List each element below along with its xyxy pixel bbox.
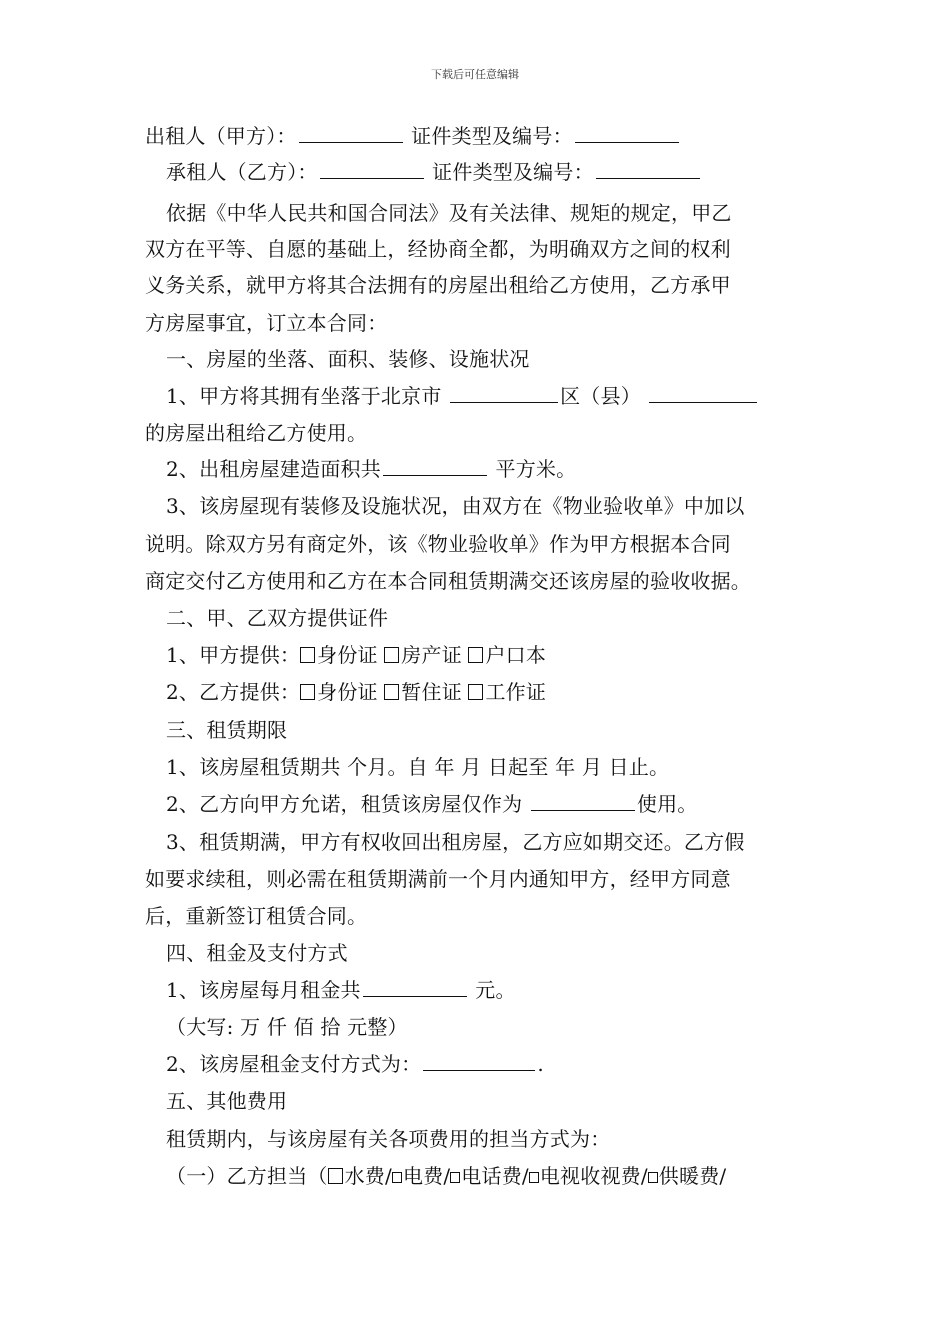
id-card-label: 身份证 (317, 643, 385, 667)
hukou-label: 户口本 (485, 643, 547, 667)
residence-permit-checkbox[interactable] (384, 684, 399, 700)
section-4-heading: 四、租金及支付方式 (166, 941, 348, 965)
section-3-heading: 三、租赁期限 (166, 718, 288, 742)
payment-method-label: 2、该房屋租金支付方式为： (166, 1052, 422, 1076)
page-header: 下载后可任意编辑 (431, 68, 519, 81)
usage-suffix: 使用。 (636, 792, 698, 816)
electricity-fee-label: 电费/ (402, 1164, 451, 1188)
heating-fee-label: 供暖费/ (658, 1164, 727, 1188)
rent-blank[interactable] (363, 978, 467, 997)
preamble-line-3: 义务关系，就甲方将其合法拥有的房屋出租给乙方使用，乙方承甲 (145, 273, 731, 297)
district-blank[interactable] (450, 384, 558, 403)
lessor-id-blank[interactable] (575, 124, 679, 143)
clause-3-3-line-2: 如要求续租，则必需在租赁期满前一个月内通知甲方，经甲方同意 (145, 867, 731, 891)
section-2-heading: 二、甲、乙双方提供证件 (166, 606, 389, 630)
address-blank[interactable] (649, 384, 757, 403)
preamble-line-1: 依据《中华人民共和国合同法》及有关法律、规矩的规定，甲乙 (166, 201, 732, 225)
area-blank[interactable] (383, 457, 487, 476)
lessor-name-blank[interactable] (299, 124, 403, 143)
rent-line (166, 978, 950, 1002)
work-permit-checkbox[interactable] (468, 684, 483, 700)
work-permit-label: 工作证 (485, 680, 547, 704)
lessor-id-label: 证件类型及编号： (404, 124, 573, 148)
clause-1-3-line-1: 3、该房屋现有装修及设施状况，由双方在《物业验收单》中加以 (166, 494, 745, 518)
section-5-heading: 五、其他费用 (166, 1089, 288, 1113)
lessee-id-label: 证件类型及编号： (425, 160, 594, 184)
water-fee-checkbox[interactable] (328, 1168, 343, 1184)
lessor-documents-label: 1、甲方提供： (166, 643, 301, 667)
district-label: 区（县） (560, 384, 648, 408)
clause-3-3-line-1: 3、租赁期满，甲方有权收回出租房屋，乙方应如期交还。乙方假 (166, 830, 745, 854)
section-1-heading: 一、房屋的坐落、面积、装修、设施状况 (166, 347, 530, 371)
water-fee-label: 水费/ (344, 1164, 392, 1188)
phone-fee-checkbox[interactable] (450, 1172, 460, 1183)
lessee-label: 承租人（乙方）： (166, 160, 318, 184)
area-label: 2、出租房屋建造面积共 (166, 457, 381, 481)
phone-fee-label: 电话费/ (461, 1164, 529, 1188)
tv-fee-checkbox[interactable] (529, 1172, 539, 1183)
usage-line (166, 792, 950, 816)
hukou-checkbox[interactable] (468, 647, 483, 663)
clause-3-3-line-3: 后，重新签订租赁合同。 (145, 904, 368, 928)
tv-fee-label: 电视收视费/ (539, 1164, 648, 1188)
lessee-name-blank[interactable] (320, 160, 424, 179)
location-label: 1、甲方将其拥有坐落于北京市 (166, 384, 449, 408)
payment-method-line (166, 1052, 950, 1076)
rent-label: 1、该房屋每月租金共 (166, 978, 361, 1002)
residence-permit-label: 暂住证 (401, 680, 469, 704)
heating-fee-checkbox[interactable] (648, 1172, 658, 1183)
lessee-fees-line (166, 1164, 950, 1188)
preamble-line-2: 双方在平等、自愿的基础上，经协商全都，为明确双方之间的权利 (145, 237, 731, 261)
lessee-documents-line (166, 680, 950, 704)
lessee-id-card-checkbox[interactable] (300, 684, 315, 700)
usage-blank[interactable] (531, 792, 635, 811)
lessee-id-card-label: 身份证 (317, 680, 385, 704)
usage-label: 2、乙方向甲方允诺，租赁该房屋仅作为 (166, 792, 529, 816)
payment-method-blank[interactable] (423, 1052, 535, 1071)
lessor-label: 出租人（甲方）： (145, 124, 297, 148)
lessee-documents-label: 2、乙方提供： (166, 680, 301, 704)
other-fees-intro: 租赁期内，与该房屋有关各项费用的担当方式为： (166, 1127, 611, 1151)
area-line (166, 457, 950, 481)
location-line (166, 384, 950, 408)
lessor-line (145, 124, 950, 148)
area-unit: 平方米。 (488, 457, 577, 481)
lease-term-line: 1、该房屋租赁期共 个月。自 年 月 日起至 年 月 日止。 (166, 755, 670, 779)
clause-1-3-line-2: 说明。除双方另有商定外，该《物业验收单》作为甲方根据本合同 (145, 532, 731, 556)
rent-unit: 元。 (468, 978, 516, 1002)
lessee-fees-label: （一）乙方担当（ (166, 1164, 328, 1188)
location-line-2: 的房屋出租给乙方使用。 (145, 421, 368, 445)
id-card-checkbox[interactable] (300, 647, 315, 663)
preamble-line-4: 方房屋事宜，订立本合同： (145, 311, 388, 335)
lessee-line (166, 160, 950, 184)
rent-capital-line: （大写: 万 仟 佰 拾 元整） (166, 1015, 408, 1039)
property-cert-label: 房产证 (401, 643, 469, 667)
payment-method-suffix: . (537, 1052, 544, 1076)
property-cert-checkbox[interactable] (384, 647, 399, 663)
lessee-id-blank[interactable] (596, 160, 700, 179)
clause-1-3-line-3: 商定交付乙方使用和乙方在本合同租赁期满交还该房屋的验收收据。 (145, 569, 751, 593)
lessor-documents-line (166, 643, 950, 667)
electricity-fee-checkbox[interactable] (392, 1172, 402, 1183)
